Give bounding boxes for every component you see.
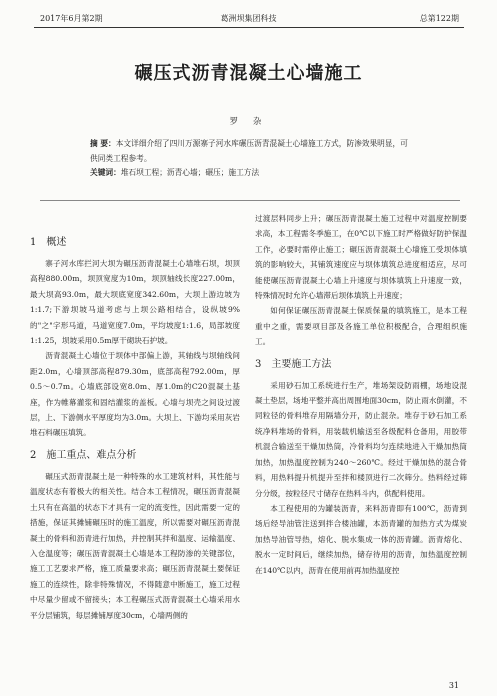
author-name: 罗 杂	[229, 117, 268, 127]
section-number: 2	[30, 449, 37, 461]
paragraph: 沥青混凝土心墙位于坝体中部偏上游，其轴线与坝轴线间距2.0m，心墙顶部高程879.30m，底部高程792.00m，厚0.5～0.7m。心墙底部设宽8.0m、厚1.0m的C20混凝土基座，作为帷幕灌浆和固结灌浆的盖板。心墙与坝壳之间设过渡层，上、下游侧水平厚度均为3.0m。大坝上、下游均采用灰岩堆石料碾压填筑。	[30, 351, 240, 438]
section-number: 1	[30, 237, 37, 248]
section-heading-1	[30, 236, 240, 250]
keywords-label: 关键词：	[90, 168, 121, 177]
section-title: 概述	[46, 237, 67, 248]
paragraph: 如何保证碾压沥青混凝土保质保量的填筑施工，是本工程重中之重，需要项目部及各施工单位积极配合，合理组织施工。	[255, 306, 467, 347]
abstract-text	[90, 137, 412, 166]
left-column	[30, 228, 240, 623]
issue-label: 2017年6月第2期	[40, 14, 103, 23]
paragraph: 本工程使用的为罐装沥青，来料沥青即有100℃，沥青到场后经导油管注送到拌合楼油罐，本沥青罐的加热方式为煤炭加热导油管导热，熔化、脱水集成一体的沥青罐。沥青熔化、脱水一定时间后，继续加热，储存待用的沥青，加热温度控制在140℃以内，沥青在使用前再加热温度控	[255, 503, 467, 575]
keywords-line	[90, 166, 412, 181]
paragraph: 碾压式沥青混凝土是一种特殊的水工建筑材料，其性能与温度状态有着极大的相关性。结合本工程情况，碾压沥青混凝土只有在高温的状态下才具有一定的流变性，因此需要一定的措施，保证其摊铺碾压时的施工温度，所以需要对碾压沥青混凝土的骨料和沥青进行加热，并控制其拌和温度、运输温度、入仓温度等；碾压沥青混凝土心墙是本工程防渗的关键部位，施工工艺要求严格，施工质量要求高；碾压沥青混凝土要保证施工的连续性，除非特殊情况，不得随意中断施工，施工过程中尽量少留或不留接头；本工程碾压式沥青混凝土心墙采用水平分层铺筑，每层摊铺厚度30cm，心墙两侧的	[30, 471, 240, 620]
abstract-label: 摘 要：	[90, 139, 116, 148]
abstract-divider	[40, 200, 460, 201]
paragraph: 寨子河水库拦河大坝为碾压沥青混凝土心墙堆石坝，坝顶高程880.00m，坝顶宽度为10m，坝顶轴线长度227.00m，最大坝高93.0m，最大坝底宽度342.60m，大坝上游边坡为1:1.7;下游坝坡马道考虑与上坝公路相结合，设纵坡9%的"之"字形马道，马道宽度7.0m，平均坡度1:1.6，局部坡度1:1.25，坝坡采用0.5m厚干砌块石护坡。	[30, 259, 240, 346]
total-issue-label: 总第122期	[419, 14, 459, 23]
header-rule	[34, 27, 464, 28]
section-heading-2	[30, 449, 240, 463]
section-heading-3	[255, 358, 467, 372]
paragraph: 过渡层料同步上升；碾压沥青混凝土施工过程中对温度控制要求高，本工程需冬季施工，在0℃以下施工时严格做好防护保温工作，必要时需停止施工；碾压沥青混凝土心墙施工受坝体填筑的影响较大，其铺筑速度应与坝体填筑总进度相适应，尽可能使碾压沥青混凝土心墙上升速度与坝体填筑上升速度一致，特殊情况时允许心墙滞后坝体填筑上升速度；	[255, 214, 467, 301]
section-title: 主要施工方法	[271, 358, 332, 370]
page-number: 31	[448, 681, 459, 690]
journal-name: 葛洲坝集团科技	[220, 14, 277, 23]
article-title: 碾压式沥青混凝土心墙施工	[134, 63, 363, 84]
section-title: 施工重点、难点分析	[46, 449, 137, 461]
abstract-block	[90, 137, 412, 181]
paragraph: 采用砂石加工系统进行生产，堆场架设防雨棚，场地设混凝土垫层，场地平整并高出周围地面30cm，防止雨水倒灌，不同粒径的骨料堆存用隔墙分开，防止混杂。堆存于砂石加工系统净料堆场的骨料，用装载机输送至各级配料仓备用，用胶带机混合输送至干燥加热筒，冷骨料均匀连续地进入干燥加热筒加热，加热温度控制为240～260℃。经过干燥加热的混合骨料，用热料提升机提升至拌和楼顶进行二次筛分。热料经过筛分分级，按粒径尺寸储存在热料斗内，供配料使用。	[255, 380, 467, 498]
section-number: 3	[255, 358, 262, 370]
running-header	[0, 0, 497, 30]
abstract-body: 本文详细介绍了四川万源寨子河水库碾压沥青混凝土心墙施工方式，防渗效果明显，可供同类工程参考。	[90, 139, 408, 163]
keywords-body: 堆石坝工程；沥青心墙；碾压；施工方法	[120, 168, 260, 177]
right-column	[255, 211, 467, 578]
